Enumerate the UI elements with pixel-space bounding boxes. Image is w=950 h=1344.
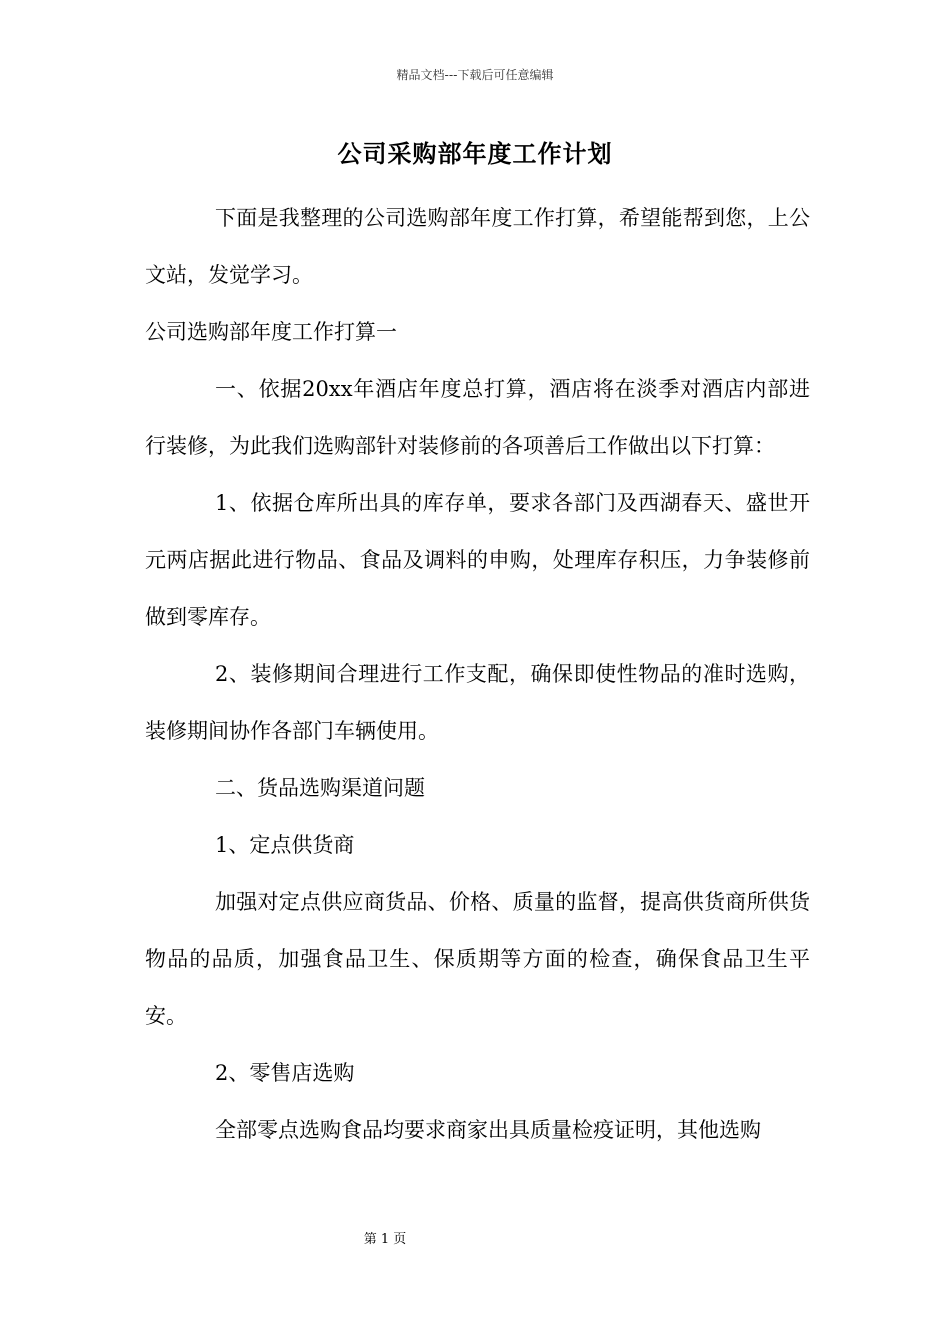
header-note: 精品文档---下载后可任意编辑 <box>396 68 554 82</box>
heading-item-two: 二、货品选购渠道问题 <box>215 776 425 800</box>
paragraph-retail-purchase: 全部零点选购食品均要求商家出具质量检疫证明，其他选购 <box>215 1118 761 1142</box>
paragraph-subitem-2: 2、装修期间合理进行工作支配，确保即使性物品的准时选购，装修期间协作各部门车辆使用。 <box>145 662 810 743</box>
paragraph-intro: 下面是我整理的公司选购部年度工作打算，希望能帮到您，上公文站，发觉学习。 <box>145 206 810 287</box>
heading-designated-supplier: 1、定点供货商 <box>215 833 355 857</box>
paragraph-supplier-supervision: 加强对定点供应商货品、价格、质量的监督，提高供货商所供货物品的品质，加强食品卫生、保质期等方面的检查，确保食品卫生平安。 <box>145 890 810 1028</box>
section-heading-plan-one: 公司选购部年度工作打算一 <box>145 320 397 344</box>
document-body <box>145 190 810 1159</box>
document-title: 公司采购部年度工作计划 <box>337 139 613 168</box>
paragraph-subitem-1: 1、依据仓库所出具的库存单，要求各部门及西湖春天、盛世开元两店据此进行物品、食品及调料的申购，处理库存积压，力争装修前做到零库存。 <box>145 491 810 629</box>
paragraph-item-one: 一、依据20xx年酒店年度总打算，酒店将在淡季对酒店内部进行装修，为此我们选购部针对装修前的各项善后工作做出以下打算： <box>145 377 810 458</box>
heading-retail-purchase: 2、零售店选购 <box>215 1061 355 1085</box>
page-number: 第 1 页 <box>363 1232 407 1247</box>
